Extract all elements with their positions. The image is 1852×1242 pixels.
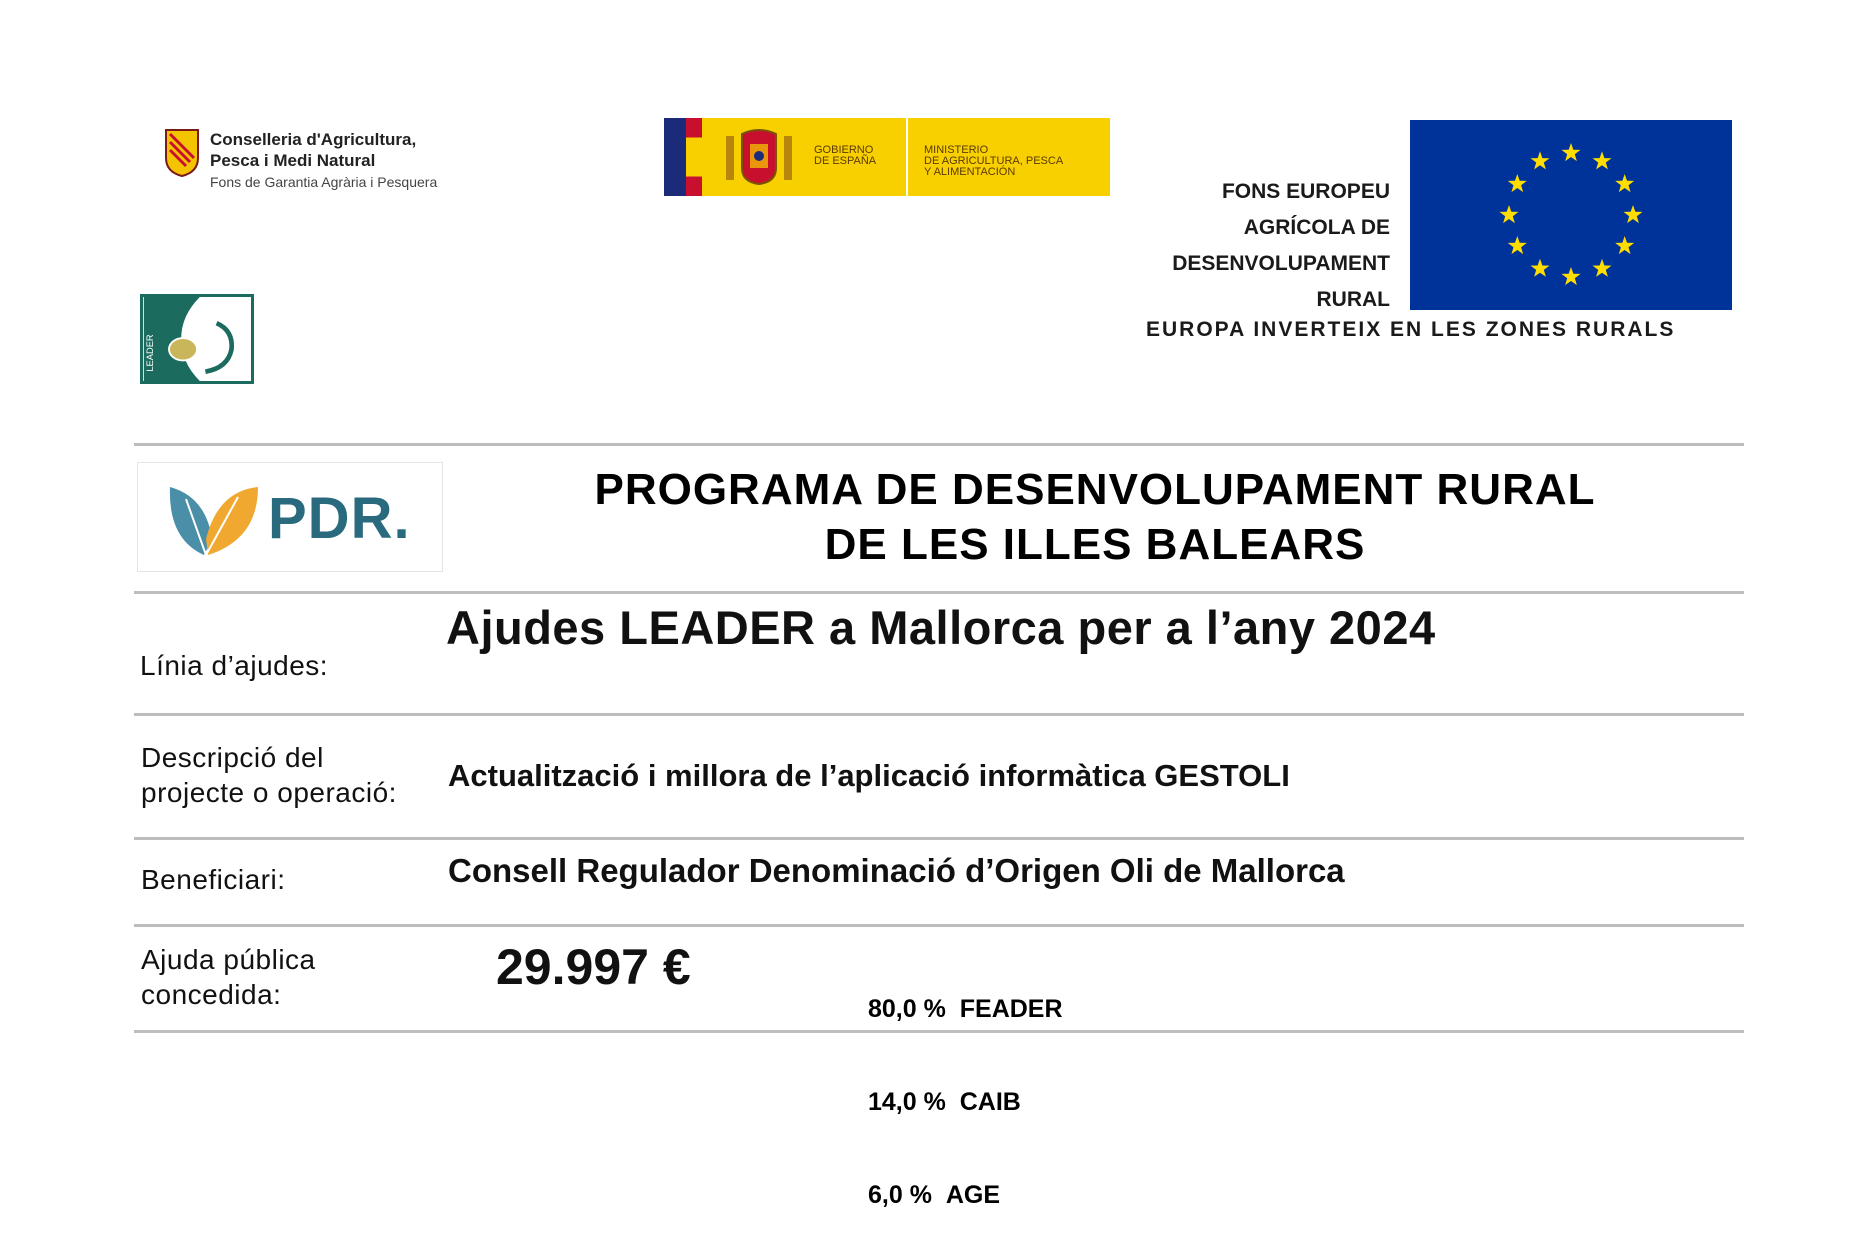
divider-top <box>134 443 1744 446</box>
funding-breakdown <box>868 932 1063 1242</box>
fons-line-4: RURAL <box>1316 288 1390 311</box>
balearic-shield-icon <box>164 128 200 178</box>
spain-flag-strip <box>686 118 702 196</box>
fons-line-1: FONS EUROPEU <box>1221 180 1390 203</box>
funding-source: AGE <box>945 1181 1001 1209</box>
funding-row <box>868 1087 1063 1118</box>
conselleria-line2: Pesca i Medi Natural <box>210 151 376 170</box>
pdr-logo <box>137 462 443 572</box>
funding-row <box>868 994 1063 1025</box>
conselleria-logo <box>164 124 464 204</box>
fons-line-2: AGRÍCOLA DE <box>1243 216 1390 239</box>
leader-logo <box>140 294 254 384</box>
fons-europeu-text <box>1100 174 1390 318</box>
descripcio-label <box>141 740 397 810</box>
funding-source: FEADER <box>959 995 1063 1023</box>
leaves-icon <box>166 479 262 559</box>
funding-row <box>868 1180 1063 1211</box>
funding-pct: 14,0 % <box>868 1088 946 1116</box>
conselleria-line1: Conselleria d'Agricultura, <box>210 130 417 149</box>
ajuda-label-line1: Ajuda pública <box>141 944 316 975</box>
linia-label: Línia d’ajudes: <box>140 650 329 681</box>
gobierno-text: GOBIERNO DE ESPAÑA <box>814 144 877 167</box>
linia-value: Ajudes LEADER a Mallorca per a l’any 2024 <box>446 601 1436 654</box>
eu-flag-strip <box>664 118 686 196</box>
ajuda-label <box>141 942 316 1012</box>
ministerio-text: MINISTERIO DE AGRICULTURA, PESCA Y ALIMENTACIÓN <box>924 144 1064 178</box>
funding-pct: 80,0 % <box>868 995 946 1023</box>
divider-1 <box>134 591 1744 594</box>
gobierno-separator <box>906 118 908 196</box>
beneficiari-label: Beneficiari: <box>141 864 286 895</box>
fons-line-3: DESENVOLUPAMENT <box>1172 252 1390 275</box>
ajuda-amount: 29.997 € <box>496 939 691 995</box>
conselleria-line3: Fons de Garantia Agrària i Pesquera <box>210 174 438 190</box>
divider-4 <box>134 924 1744 927</box>
descripcio-label-line2: projecte o operació: <box>141 777 397 808</box>
ajuda-label-line2: concedida: <box>141 979 282 1010</box>
eu-flag-icon <box>1410 120 1732 310</box>
funding-pct: 6,0 % <box>868 1181 932 1209</box>
funding-source: CAIB <box>959 1088 1021 1116</box>
europa-inverteix-tagline: EUROPA INVERTEIX EN LES ZONES RURALS <box>1146 318 1676 341</box>
program-title <box>450 462 1740 572</box>
program-title-line2: DE LES ILLES BALEARS <box>824 520 1366 569</box>
gobierno-espana-logo <box>664 118 1110 196</box>
coat-of-arms-icon <box>720 128 798 186</box>
beneficiari-value: Consell Regulador Denominació d’Origen Oli de Mallorca <box>448 852 1345 889</box>
leader-text: LEADER <box>145 334 156 372</box>
descripcio-label-line1: Descripció del <box>141 742 324 773</box>
divider-2 <box>134 713 1744 716</box>
divider-3 <box>134 837 1744 840</box>
pdr-logo-text: PDR. <box>268 486 411 551</box>
descripcio-value: Actualització i millora de l’aplicació informàtica GESTOLI <box>448 758 1290 793</box>
program-title-line1: PROGRAMA DE DESENVOLUPAMENT RURAL <box>594 465 1596 514</box>
